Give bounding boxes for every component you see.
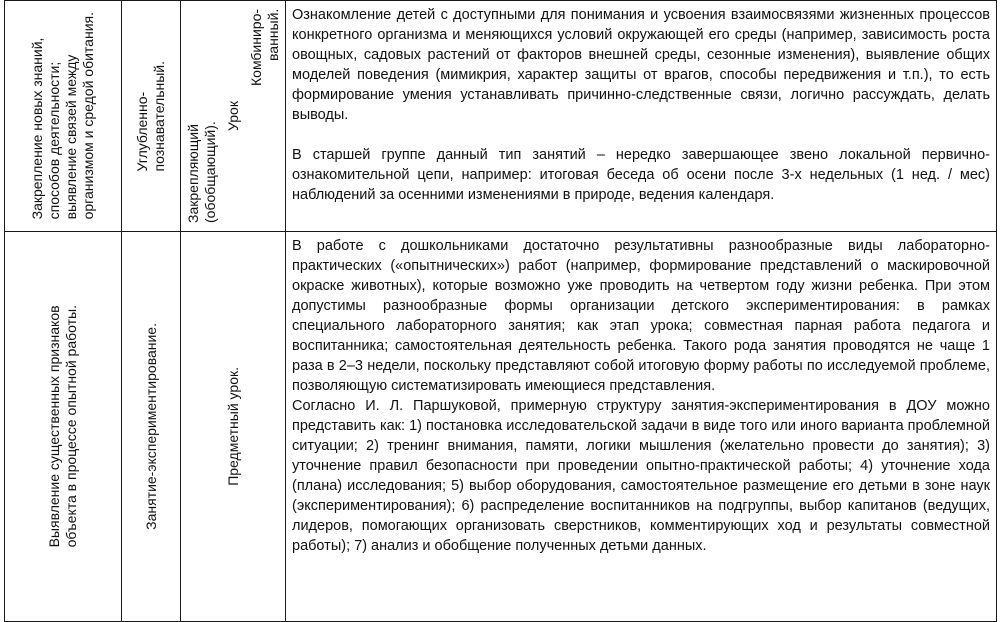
type-text: Занятие-экспериментирование. (142, 323, 159, 530)
aim-text: Выявление существенных признаков объекта в процессе опытной работы. (46, 305, 79, 548)
form-text: Предметный урок. (224, 367, 241, 486)
description-paragraph: В старшей группе данный тип занятий – нередко завершающее звено локальной первично-ознакомительной цепи, например: итоговая беседа об осени после 3-х недельных (1 нед. / мес) наблюдений за осенними изменениями в природе, ведения календаря. (292, 147, 990, 203)
table-row (5, 1, 997, 232)
lesson-types-table (4, 0, 997, 622)
type-cell (122, 1, 181, 232)
description-paragraph: Ознакомление детей с доступными для понимания и усвоения взаимосвязями жизненных процессов конкретного организма и меняющихся условий окружающей его среды (например, зависимость роста овощных, садовых растений от факторов внешней среды, сезонные изменения), выявление общих моделей поведения (мимикрия, характер защиты от врагов, способы передвижения и т.п.), то есть формирование умения устанавливать причинно-следственные связи, логично рассуждать, делать выводы. (292, 7, 990, 123)
description-paragraph: Согласно И. Л. Паршуковой, примерную структуру занятия-экспериментирования в ДОУ можно представить как: 1) постановка исследовательской задачи в виде того или иного варианта проблемной ситуации; 2) тренинг внимания, памяти, логики мышления (желательно провести до занятия); 3) уточнение правил безопасности при проведении опытно-практической работы; 4) уточнение хода (плана) исследования; 5) выбор оборудования, самостоятельное размещение его детьми в зоне наук (экспериментирования); 6) распределение воспитанников на подгруппы, выбор капитанов (ведущих, лидеров, помогающих организовать сверстников, комментирующих ход и результаты совместной работы); 7) анализ и обобщение полученных детьми данных. (292, 398, 990, 554)
type-cell (122, 232, 181, 622)
description-paragraph: В работе с дошкольниками достаточно результативны разнообразные виды лабораторно-практических («опытнических») работ (например, формирование представлений о маскировочной окраске животных), которые возможно уже проводить на четвертом году жизни ребенка. При этом допустимы разнообразные формы организации детского экспериментирования: в рамках специального лабораторного занятия; как этап урока; совместная парная работа педагога и воспитанника; самостоятельная деятельность ребенка. Такого рода занятия проводятся не чаще 1 раза в 2–3 недели, поскольку представляют собой итоговую форму работы по исследуемой проблеме, позволяющую систематизировать имеющиеся представления. (292, 238, 990, 394)
aim-cell (5, 1, 122, 232)
form-cell (181, 232, 286, 622)
form-cell (181, 1, 286, 232)
form-text-combined: Комбиниро- ванный. (247, 9, 281, 87)
aim-cell (5, 232, 122, 622)
type-text: Углубленно- познавательный. (134, 60, 167, 172)
description-cell (286, 1, 997, 232)
table-row (5, 232, 997, 622)
form-text-lower: Закрепляющий (обобщающий). (184, 121, 218, 223)
description-cell (286, 232, 997, 622)
form-text-lesson: Урок (224, 101, 241, 131)
aim-text: Закрепление новых знаний, способов деятельности; выявление связей между организмом и средой обитания. (29, 12, 96, 220)
